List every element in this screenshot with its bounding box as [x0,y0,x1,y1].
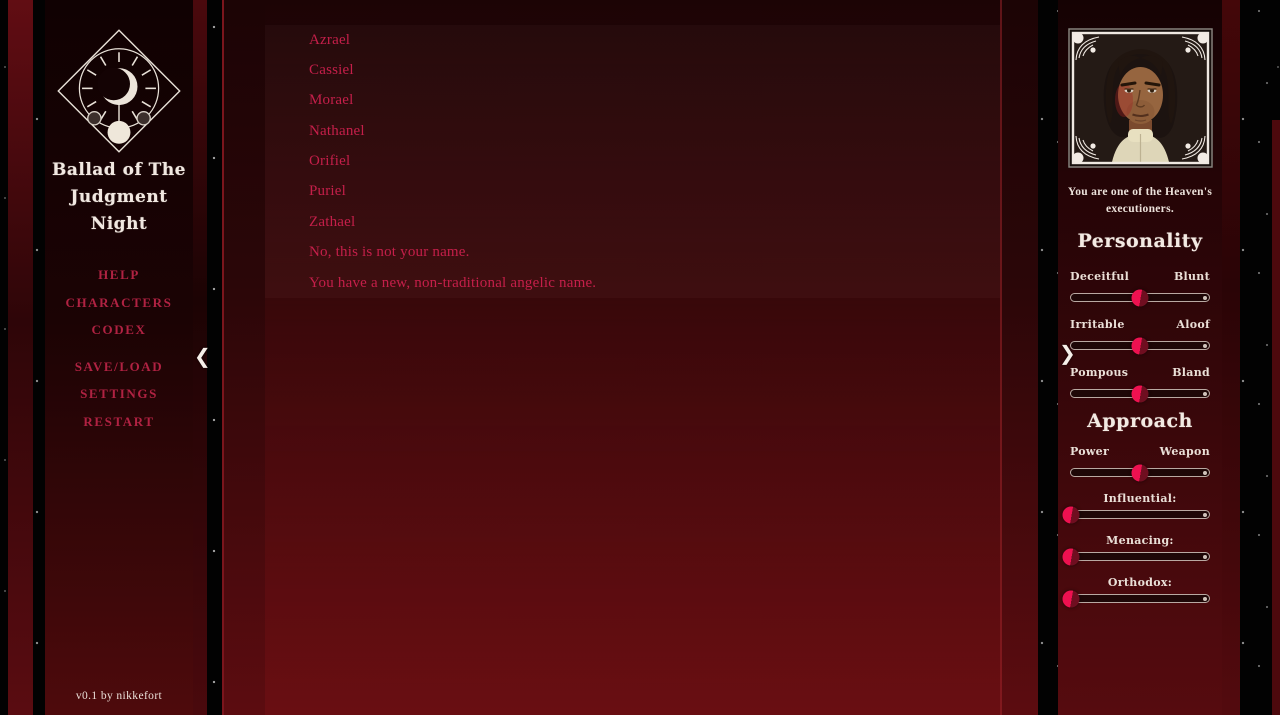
game-logo-icon [53,25,185,157]
slider-right-label: Aloof [1176,318,1210,331]
slider-left-label: Power [1070,445,1110,458]
menu-link[interactable]: SETTINGS [80,386,158,401]
character-caption: You are one of the Heaven's executioners. [1067,186,1213,215]
choice-row [265,116,1000,146]
background-pillar-right-edge [1272,120,1280,715]
personality-slider-group [1070,317,1210,350]
approach-stat-group [1070,492,1210,519]
slider-thumb[interactable] [1063,590,1080,607]
sidebar-menu-primary [45,261,193,344]
menu-item [45,353,193,381]
sidebar-collapse-icon[interactable]: ❮ [194,344,211,368]
slider-left-label: Pompous [1070,366,1129,379]
menu-link[interactable]: CHARACTERS [65,294,173,310]
choice-row [265,25,1000,55]
slider-end-dot [1203,296,1207,300]
choice-link[interactable]: Puriel [309,183,347,200]
story-text [265,0,1000,6]
menu-item [45,380,193,408]
background-pillar-right [1222,0,1240,715]
game-title: Ballad of The Judgment Night [51,160,187,234]
personality-heading: Personality [1077,230,1203,252]
slider-track[interactable] [1070,552,1210,561]
choice-list [265,25,1000,299]
slider-left-label: Irritable [1070,318,1125,331]
slider-track[interactable] [1070,510,1210,519]
slider-right-label: Blunt [1173,270,1210,283]
choice-row [265,55,1000,85]
slider-label: Menacing: [1106,534,1174,547]
personality-slider-group [1070,365,1210,398]
choice-row [265,237,1000,267]
personality-slider-group [1070,269,1210,302]
background-pillar-left [8,0,33,715]
choice-row [265,268,1000,298]
slider-end-dot [1203,555,1207,559]
choice-link[interactable]: Nathanel [309,122,365,139]
slider-thumb[interactable] [1132,337,1149,354]
slider-end-dot [1203,471,1207,475]
slider-left-label: Deceitful [1070,270,1130,283]
choice-link[interactable]: You have a new, non-traditional angelic name. [309,274,597,291]
slider-thumb[interactable] [1063,548,1080,565]
character-sidebar [1058,0,1222,715]
sidebar-menu-secondary [45,353,193,436]
choice-row [265,146,1000,176]
menu-item [45,316,193,344]
slider-thumb[interactable] [1132,289,1149,306]
menu-link[interactable]: RESTART [83,413,155,429]
approach-slider-group [1070,444,1210,477]
slider-label: Influential: [1103,492,1177,505]
menu-item [45,261,193,289]
main-panel [222,0,1038,715]
approach-heading: Approach [1087,410,1193,432]
slider-thumb[interactable] [1063,506,1080,523]
slider-right-label: Bland [1172,366,1210,379]
approach-named-sliders [1070,492,1210,603]
slider-end-dot [1203,392,1207,396]
personality-sliders [1070,269,1210,398]
approach-stat-group [1070,576,1210,603]
character-sidebar-expand-icon[interactable]: ❯ [1059,341,1076,365]
menu-link[interactable]: HELP [98,267,140,282]
choice-link[interactable]: Orifiel [309,153,351,170]
slider-track[interactable] [1070,293,1210,302]
version-label: v0.1 by nikkefort [75,690,163,702]
slider-track[interactable] [1070,468,1210,477]
slider-thumb[interactable] [1132,464,1149,481]
choice-link[interactable]: Zathael [309,213,356,230]
character-portrait [1068,28,1213,168]
left-sidebar [45,0,193,715]
menu-item [45,408,193,436]
menu-link[interactable]: CODEX [91,322,147,337]
menu-item [45,289,193,317]
slider-right-label: Weapon [1159,445,1210,458]
approach-dual-sliders [1070,444,1210,477]
menu-link[interactable]: SAVE/LOAD [74,358,164,374]
choice-row [265,85,1000,115]
choice-row [265,176,1000,206]
slider-end-dot [1203,344,1207,348]
passage-column [265,0,1002,715]
choice-link[interactable]: No, this is not your name. [309,244,470,261]
slider-track[interactable] [1070,341,1210,350]
approach-stat-group [1070,534,1210,561]
slider-end-dot [1203,597,1207,601]
choice-link[interactable]: Azrael [309,31,351,48]
slider-end-dot [1203,513,1207,517]
choice-row [265,207,1000,237]
slider-thumb[interactable] [1132,385,1149,402]
slider-track[interactable] [1070,389,1210,398]
slider-track[interactable] [1070,594,1210,603]
choice-link[interactable]: Morael [309,92,354,109]
slider-label: Orthodox: [1107,576,1173,589]
choice-link[interactable]: Cassiel [309,61,354,78]
